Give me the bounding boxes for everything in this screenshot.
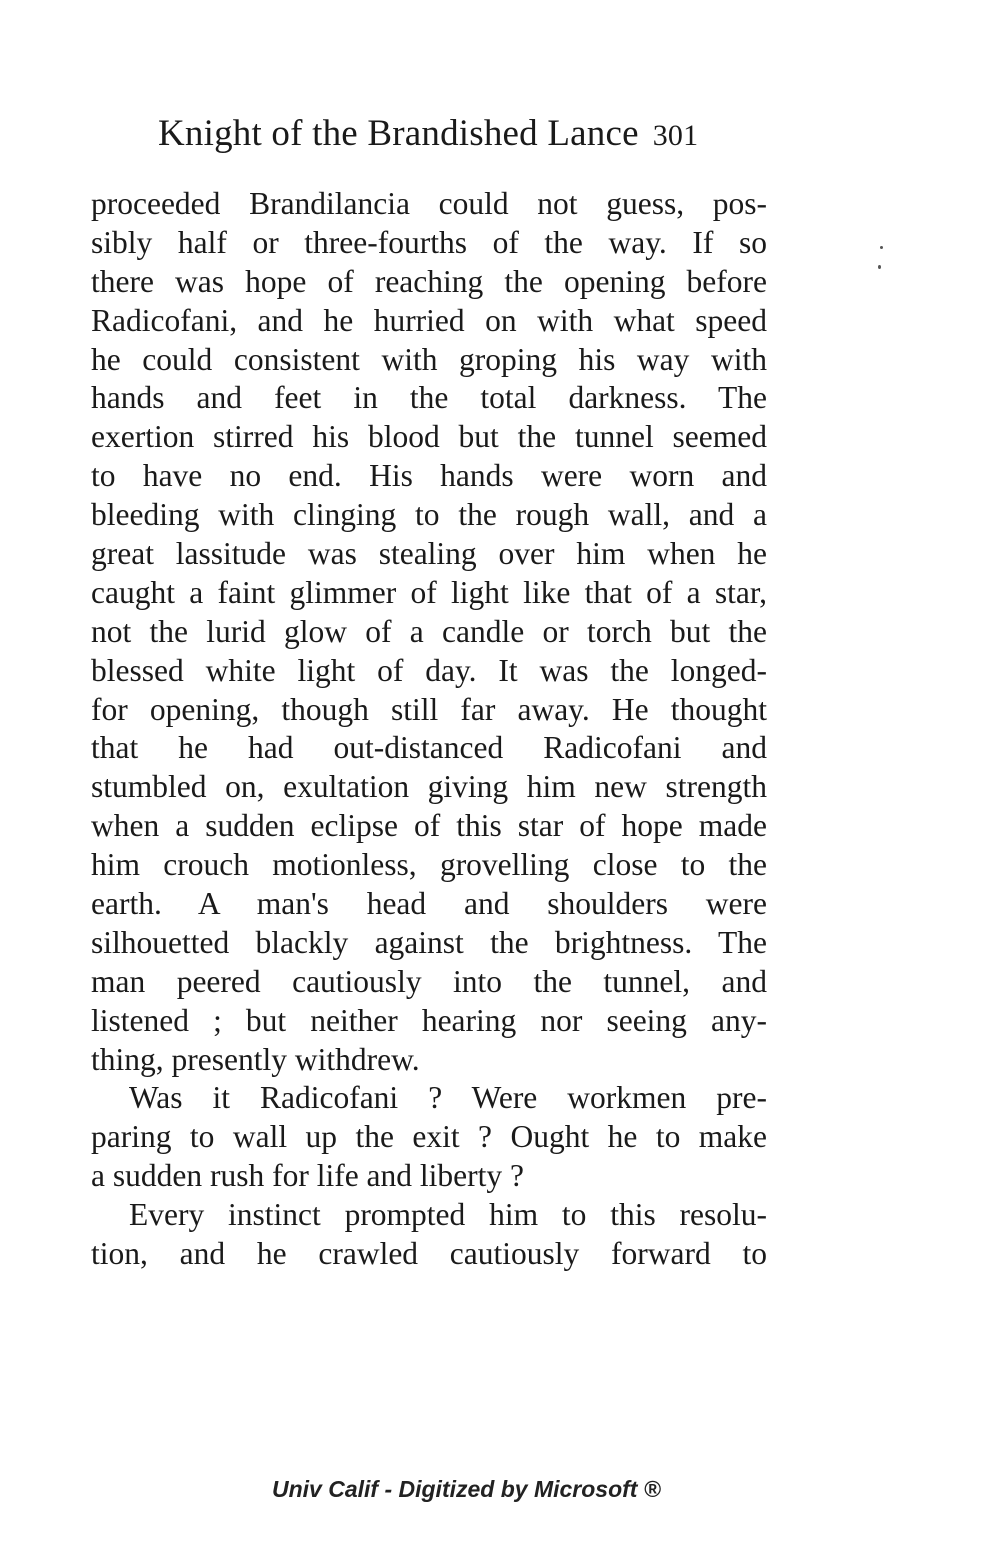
text-line: man peered cautiously into the tunnel, and xyxy=(91,963,767,999)
text-line: silhouetted blackly against the brightness. The xyxy=(91,924,767,960)
text-line: he could consistent with groping his way with xyxy=(91,341,767,377)
text-line: earth. A man's head and shoulders were xyxy=(91,886,767,922)
scan-speck xyxy=(880,246,883,249)
text-line: exertion stirred his blood but the tunnel seemed xyxy=(91,419,767,455)
text-line: Was it Radicofani ? Were workmen pre- xyxy=(129,1080,767,1116)
text-line: there was hope of reaching the opening before xyxy=(91,263,767,299)
text-line: proceeded Brandilancia could not guess, pos- xyxy=(91,186,767,221)
text-line: Radicofani, and he hurried on with what speed xyxy=(91,302,767,338)
text-line: great lassitude was stealing over him when he xyxy=(91,536,767,572)
text-line: thing, presently withdrew. xyxy=(91,1041,420,1077)
running-title: Knight of the Brandished Lance xyxy=(158,113,639,154)
text-line: not the lurid glow of a candle or torch but the xyxy=(91,613,767,649)
page-number: 301 xyxy=(652,119,699,152)
text-line: when a sudden eclipse of this star of hope made xyxy=(91,808,767,844)
scan-speck xyxy=(878,265,881,269)
text-line: paring to wall up the exit ? Ought he to make xyxy=(91,1119,767,1155)
digitization-watermark: Univ Calif - Digitized by Microsoft ® xyxy=(272,1476,661,1502)
text-line: bleeding with clinging to the rough wall, and a xyxy=(91,497,767,533)
body-text xyxy=(91,185,767,1274)
text-line: hands and feet in the total darkness. The xyxy=(91,380,767,416)
text-line: listened ; but neither hearing nor seeing any- xyxy=(91,1002,767,1038)
running-head xyxy=(158,108,778,162)
text-line: blessed white light of day. It was the longed- xyxy=(91,652,767,688)
text-line: Every instinct prompted him to this resolu- xyxy=(129,1197,767,1233)
text-line: for opening, though still far away. He thought xyxy=(91,691,767,727)
text-line: stumbled on, exultation giving him new strength xyxy=(91,769,767,805)
text-line: him crouch motionless, grovelling close to the xyxy=(91,847,767,883)
text-line: tion, and he crawled cautiously forward to xyxy=(91,1236,767,1272)
text-line: that he had out-distanced Radicofani and xyxy=(91,730,767,766)
text-line: sibly half or three-fourths of the way. If so xyxy=(91,224,767,260)
text-line: caught a faint glimmer of light like that of a star, xyxy=(91,574,767,610)
text-line: to have no end. His hands were worn and xyxy=(91,458,767,494)
text-line: a sudden rush for life and liberty ? xyxy=(91,1158,524,1194)
